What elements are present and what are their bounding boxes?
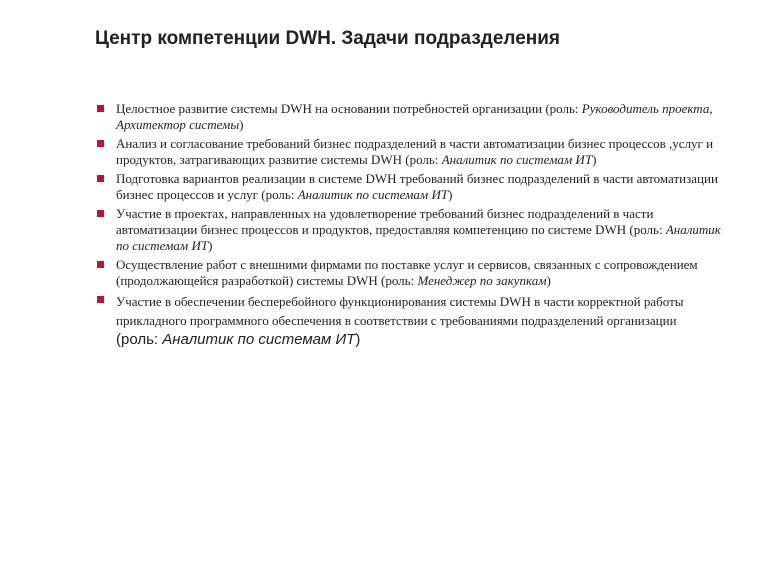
square-bullet-icon [97,210,104,217]
item-role: Аналитик по системам ИТ [162,331,356,348]
item-role: Аналитик по системам ИТ [116,222,721,253]
square-bullet-icon [97,140,104,147]
list-item [96,136,726,168]
item-role: Аналитик по системам ИТ [297,187,449,202]
list-item [96,206,726,254]
item-text: Осуществление работ с внешними фирмами по поставке услуг и сервисов, связанных с сопровождением (продолжающейся разработкой) системы DWH (роль: [116,257,698,288]
item-close: ) [546,273,551,288]
item-role: Аналитик по системам ИТ [441,152,593,167]
item-close: ) [355,331,361,348]
item-close: ) [592,152,597,167]
square-bullet-icon [97,175,104,182]
item-text: Участие в обеспечении бесперебойного функционирования системы DWH в части корректной работы прикладного программного обеспечения в соответствии с требованиями подразделений организации [116,294,684,328]
item-text: Подготовка вариантов реализации в системе DWH требований бизнес подразделений в части автоматизации бизнес процессов и услуг (роль: [116,171,718,202]
item-close: ) [239,117,244,132]
item-text: Анализ и согласование требований бизнес подразделений в части автоматизации бизнес процессов ,услуг и продуктов, затрагивающих развитие системы DWH (роль: [116,136,714,167]
slide-title: Центр компетенции DWH. Задачи подразделения [95,28,561,49]
item-role: Менеджер по закупкам [417,273,547,288]
square-bullet-icon [97,296,104,303]
item-close: ) [208,238,213,253]
square-bullet-icon [97,105,104,112]
item-role-line [116,330,726,350]
square-bullet-icon [97,261,104,268]
list-item [96,101,726,133]
item-text: Участие в проектах, направленных на удовлетворение требований бизнес подразделений в части автоматизации бизнес процессов и продуктов, предоставляя компетенцию по системе DWH (роль: [116,206,666,237]
item-role-prefix: (роль: [116,331,163,348]
list-item [96,257,726,289]
task-list [96,101,726,353]
item-role: Руководитель проекта, Архитектор системы [116,101,713,132]
list-item [96,292,726,350]
item-text: Целостное развитие системы DWH на основании потребностей организации (роль: [116,101,582,116]
list-item [96,171,726,203]
item-close: ) [448,187,453,202]
